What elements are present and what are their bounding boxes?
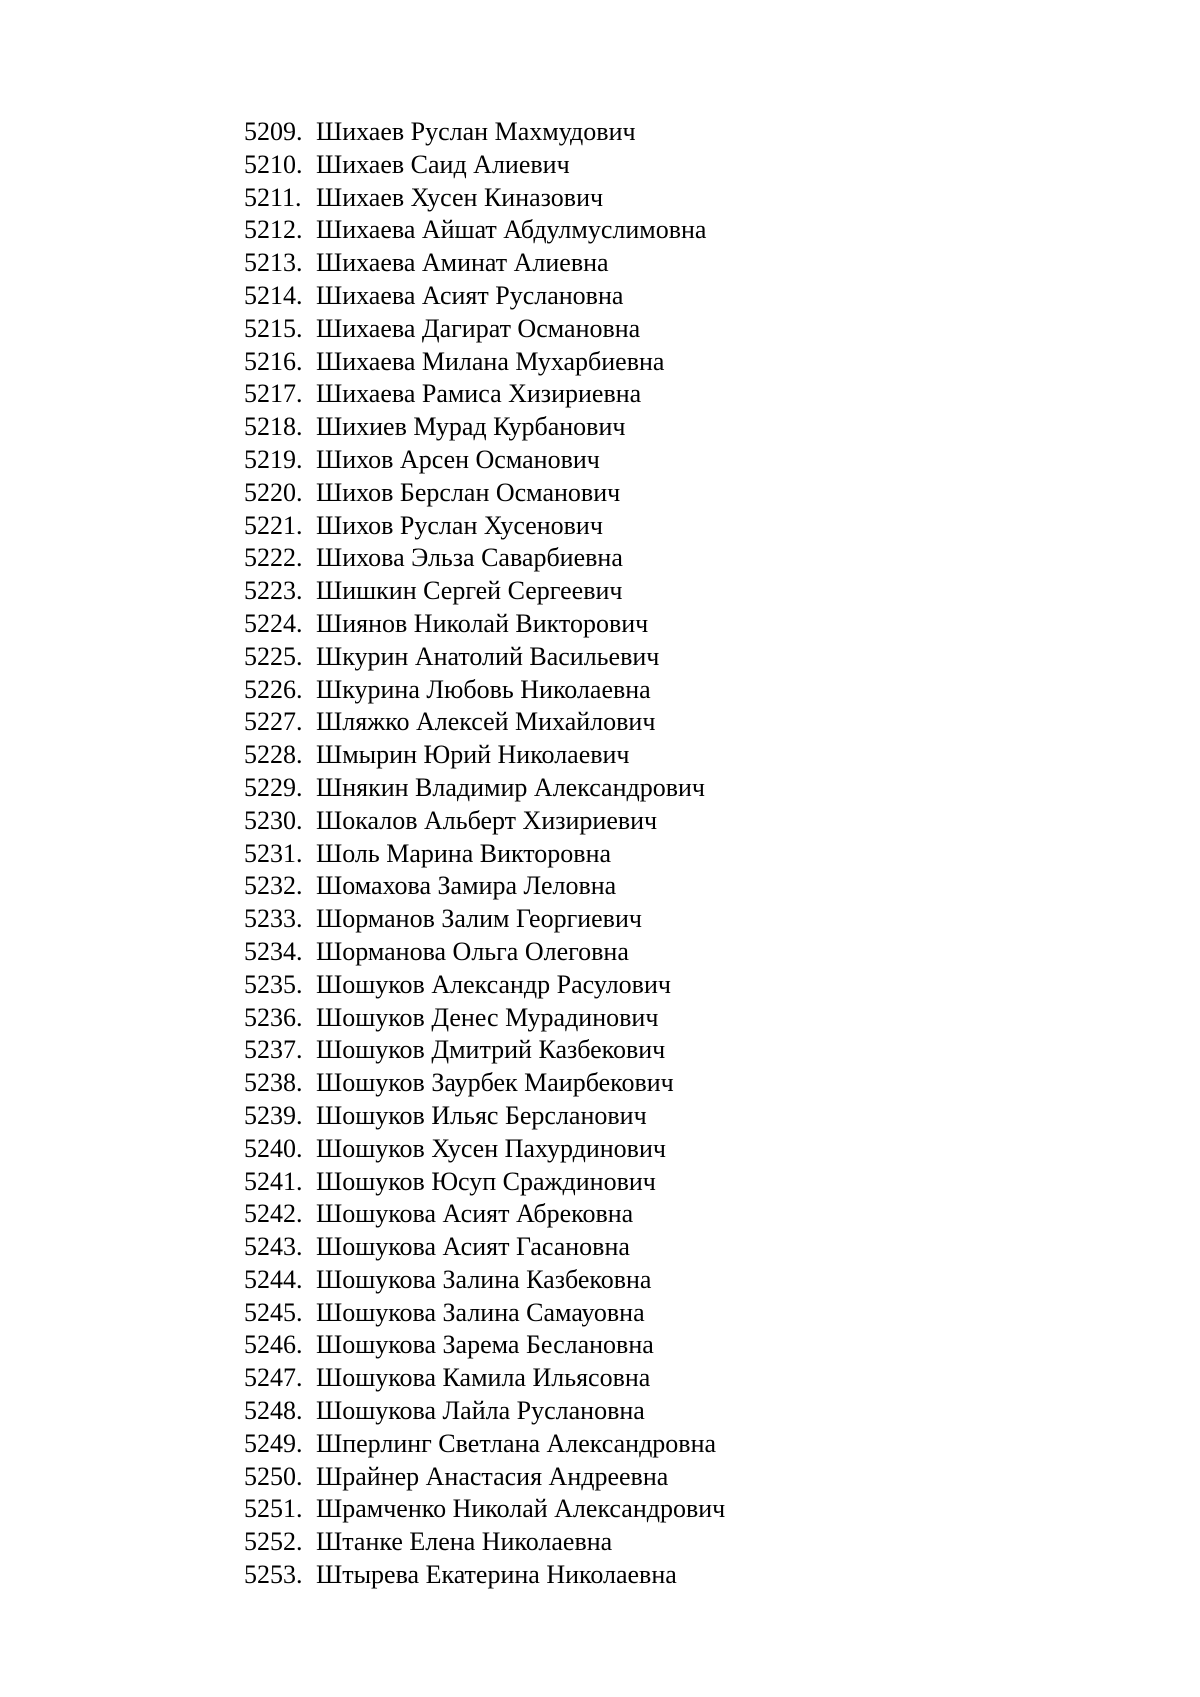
entry-name: Шрамченко Николай Александрович bbox=[316, 1494, 726, 1524]
list-item bbox=[244, 313, 725, 346]
entry-name: Шошукова Залина Казбековна bbox=[316, 1264, 652, 1294]
entry-number: 5253. bbox=[244, 1560, 303, 1590]
entry-number: 5226. bbox=[244, 674, 303, 704]
entry-number: 5249. bbox=[244, 1428, 303, 1458]
list-item bbox=[244, 1264, 725, 1297]
entry-name: Шихаева Асият Руслановна bbox=[316, 280, 624, 310]
entry-number: 5211. bbox=[244, 182, 302, 212]
entry-name: Шихов Берслан Османович bbox=[316, 477, 621, 507]
entry-number: 5245. bbox=[244, 1297, 303, 1327]
entry-number: 5246. bbox=[244, 1330, 303, 1360]
entry-name: Шокалов Альберт Хизириевич bbox=[316, 805, 658, 835]
list-item bbox=[244, 1559, 725, 1592]
entry-number: 5251. bbox=[244, 1494, 303, 1524]
entry-number: 5220. bbox=[244, 477, 303, 507]
list-item bbox=[244, 1166, 725, 1199]
entry-number: 5230. bbox=[244, 805, 303, 835]
entry-name: Шмырин Юрий Николаевич bbox=[316, 740, 630, 770]
entry-number: 5219. bbox=[244, 444, 303, 474]
entry-name: Шошуков Ильяс Берсланович bbox=[316, 1100, 647, 1130]
entry-number: 5217. bbox=[244, 379, 303, 409]
list-item bbox=[244, 477, 725, 510]
list-item bbox=[244, 149, 725, 182]
entry-name: Шляжко Алексей Михайлович bbox=[316, 707, 656, 737]
list-item bbox=[244, 1100, 725, 1133]
entry-number: 5225. bbox=[244, 641, 303, 671]
entry-number: 5247. bbox=[244, 1363, 303, 1393]
entry-number: 5241. bbox=[244, 1166, 303, 1196]
entry-name: Шорманов Залим Георгиевич bbox=[316, 904, 642, 934]
list-item bbox=[244, 280, 725, 313]
entry-number: 5229. bbox=[244, 772, 303, 802]
list-item bbox=[244, 247, 725, 280]
list-item bbox=[244, 641, 725, 674]
entry-name: Шомахова Замира Леловна bbox=[316, 871, 617, 901]
entry-name: Шихова Эльза Саварбиевна bbox=[316, 543, 623, 573]
entry-name: Шихаева Айшат Абдулмуслимовна bbox=[316, 215, 707, 245]
list-item bbox=[244, 444, 725, 477]
entry-number: 5233. bbox=[244, 904, 303, 934]
name-list bbox=[244, 116, 725, 1592]
entry-number: 5216. bbox=[244, 346, 303, 376]
entry-number: 5222. bbox=[244, 543, 303, 573]
entry-number: 5209. bbox=[244, 117, 303, 146]
list-item bbox=[244, 1002, 725, 1035]
list-item bbox=[244, 1395, 725, 1428]
list-item bbox=[244, 1428, 725, 1461]
list-item bbox=[244, 772, 725, 805]
entry-name: Шошукова Асият Абрековна bbox=[316, 1199, 634, 1229]
entry-number: 5236. bbox=[244, 1002, 303, 1032]
list-item bbox=[244, 378, 725, 411]
entry-number: 5213. bbox=[244, 248, 303, 278]
entry-name: Шихаева Дагират Османовна bbox=[316, 313, 641, 343]
list-item bbox=[244, 1362, 725, 1395]
list-item bbox=[244, 182, 725, 215]
entry-number: 5234. bbox=[244, 936, 303, 966]
entry-number: 5252. bbox=[244, 1527, 303, 1557]
list-item bbox=[244, 936, 725, 969]
list-item bbox=[244, 674, 725, 707]
entry-number: 5214. bbox=[244, 280, 303, 310]
entry-name: Штанке Елена Николаевна bbox=[316, 1527, 613, 1557]
list-item bbox=[244, 1198, 725, 1231]
entry-number: 5221. bbox=[244, 510, 303, 540]
entry-name: Шошуков Хусен Пахурдинович bbox=[316, 1133, 666, 1163]
entry-name: Шихаева Милана Мухарбиевна bbox=[316, 346, 665, 376]
entry-number: 5250. bbox=[244, 1461, 303, 1491]
list-item bbox=[244, 903, 725, 936]
list-item bbox=[244, 838, 725, 871]
entry-name: Шоль Марина Викторовна bbox=[316, 838, 612, 868]
entry-number: 5215. bbox=[244, 313, 303, 343]
list-item bbox=[244, 575, 725, 608]
entry-number: 5235. bbox=[244, 969, 303, 999]
entry-name: Шперлинг Светлана Александровна bbox=[316, 1428, 717, 1458]
entry-name: Шошуков Дмитрий Казбекович bbox=[316, 1035, 666, 1065]
entry-number: 5224. bbox=[244, 608, 303, 638]
entry-number: 5227. bbox=[244, 707, 303, 737]
entry-name: Шошуков Денес Мурадинович bbox=[316, 1002, 659, 1032]
list-item bbox=[244, 510, 725, 543]
entry-number: 5218. bbox=[244, 412, 303, 442]
entry-name: Шишкин Сергей Сергеевич bbox=[316, 576, 623, 606]
entry-name: Шихаев Руслан Махмудович bbox=[316, 117, 636, 146]
entry-number: 5240. bbox=[244, 1133, 303, 1163]
list-item bbox=[244, 608, 725, 641]
entry-name: Шрайнер Анастасия Андреевна bbox=[316, 1461, 669, 1491]
entry-name: Шиянов Николай Викторович bbox=[316, 608, 649, 638]
list-item bbox=[244, 116, 725, 149]
list-item bbox=[244, 805, 725, 838]
entry-number: 5238. bbox=[244, 1068, 303, 1098]
entry-name: Шихов Арсен Османович bbox=[316, 444, 600, 474]
entry-name: Шошуков Александр Расулович bbox=[316, 969, 671, 999]
entry-name: Штырева Екатерина Николаевна bbox=[316, 1560, 677, 1590]
entry-name: Шорманова Ольга Олеговна bbox=[316, 936, 629, 966]
entry-name: Шошукова Камила Ильясовна bbox=[316, 1363, 651, 1393]
list-item bbox=[244, 1067, 725, 1100]
entry-number: 5210. bbox=[244, 149, 303, 179]
entry-number: 5237. bbox=[244, 1035, 303, 1065]
list-item bbox=[244, 214, 725, 247]
entry-name: Шошукова Асият Гасановна bbox=[316, 1232, 630, 1262]
entry-name: Шошукова Зарема Беслановна bbox=[316, 1330, 654, 1360]
entry-number: 5243. bbox=[244, 1232, 303, 1262]
entry-number: 5231. bbox=[244, 838, 303, 868]
list-item bbox=[244, 706, 725, 739]
entry-name: Шнякин Владимир Александрович bbox=[316, 772, 706, 802]
entry-name: Шихаев Саид Алиевич bbox=[316, 149, 570, 179]
entry-number: 5244. bbox=[244, 1264, 303, 1294]
entry-name: Шихаев Хусен Киназович bbox=[316, 182, 604, 212]
list-item bbox=[244, 969, 725, 1002]
entry-name: Шкурина Любовь Николаевна bbox=[316, 674, 651, 704]
list-item bbox=[244, 1297, 725, 1330]
entry-name: Шихаева Аминат Алиевна bbox=[316, 248, 609, 278]
entry-number: 5212. bbox=[244, 215, 303, 245]
list-item bbox=[244, 1231, 725, 1264]
entry-name: Шихаева Рамиса Хизириевна bbox=[316, 379, 642, 409]
list-item bbox=[244, 346, 725, 379]
list-item bbox=[244, 1133, 725, 1166]
list-item bbox=[244, 1034, 725, 1067]
list-item bbox=[244, 542, 725, 575]
entry-name: Шкурин Анатолий Васильевич bbox=[316, 641, 660, 671]
entry-name: Шошукова Лайла Руслановна bbox=[316, 1396, 645, 1426]
entry-name: Шошуков Заурбек Маирбекович bbox=[316, 1068, 674, 1098]
list-item bbox=[244, 870, 725, 903]
list-item bbox=[244, 411, 725, 444]
entry-number: 5228. bbox=[244, 740, 303, 770]
entry-number: 5239. bbox=[244, 1100, 303, 1130]
list-item bbox=[244, 1493, 725, 1526]
list-item bbox=[244, 1329, 725, 1362]
entry-name: Шихов Руслан Хусенович bbox=[316, 510, 603, 540]
entry-number: 5223. bbox=[244, 576, 303, 606]
list-item bbox=[244, 1526, 725, 1559]
entry-name: Шихиев Мурад Курбанович bbox=[316, 412, 626, 442]
list-item bbox=[244, 739, 725, 772]
entry-number: 5248. bbox=[244, 1396, 303, 1426]
entry-number: 5242. bbox=[244, 1199, 303, 1229]
entry-name: Шошуков Юсуп Сраждинович bbox=[316, 1166, 656, 1196]
entry-name: Шошукова Залина Самауовна bbox=[316, 1297, 645, 1327]
entry-number: 5232. bbox=[244, 871, 303, 901]
list-item bbox=[244, 1461, 725, 1494]
